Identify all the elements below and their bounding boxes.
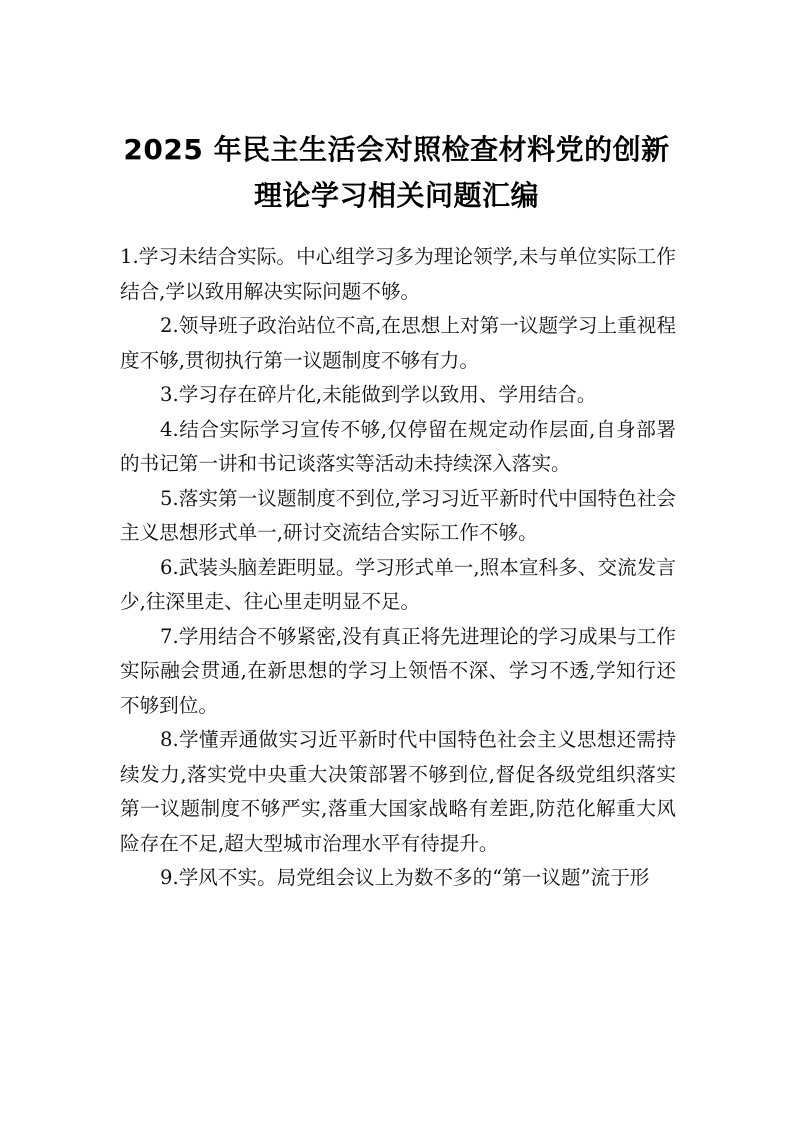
paragraph-3: 3.学习存在碎片化,未能做到学以致用、学用结合。: [160, 383, 597, 406]
paragraph-5: 5.落实第一议题制度不到位,学习习近平新时代中国特色社会主义思想形式单一,研讨交流结合实际工作不够。: [120, 486, 676, 544]
document-body: [120, 240, 676, 896]
document-title-line-1: 2025 年民主生活会对照检查材料党的创新: [123, 133, 670, 166]
paragraph-1: 1.学习未结合实际。中心组学习多为理论领学,未与单位实际工作结合,学以致用解决实际问题不够。: [120, 245, 676, 303]
document-title-line-2: 理论学习相关问题汇编: [253, 179, 539, 212]
paragraph-9: 9.学风不实。局党组会议上为数不多的“第一议题”流于形: [160, 866, 650, 889]
paragraph-8: 8.学懂弄通做实习近平新时代中国特色社会主义思想还需持续发力,落实党中央重大决策部署不够到位,督促各级党组织落实第一议题制度不够严实,落重大国家战略有差距,防范化解重大风险存在不足,超大型城市治理水平有待提升。: [120, 728, 676, 855]
paragraph-6: 6.武装头脑差距明显。学习形式单一,照本宣科多、交流发言少,往深里走、往心里走明显不足。: [120, 555, 676, 613]
paragraph-4: 4.结合实际学习宣传不够,仅停留在规定动作层面,自身部署的书记第一讲和书记谈落实等活动未持续深入落实。: [120, 417, 676, 475]
paragraph-7: 7.学用结合不够紧密,没有真正将先进理论的学习成果与工作实际融会贯通,在新思想的学习上领悟不深、学习不透,学知行还不够到位。: [120, 624, 676, 717]
paragraph-2: 2.领导班子政治站位不高,在思想上对第一议题学习上重视程度不够,贯彻执行第一议题制度不够有力。: [120, 314, 676, 372]
